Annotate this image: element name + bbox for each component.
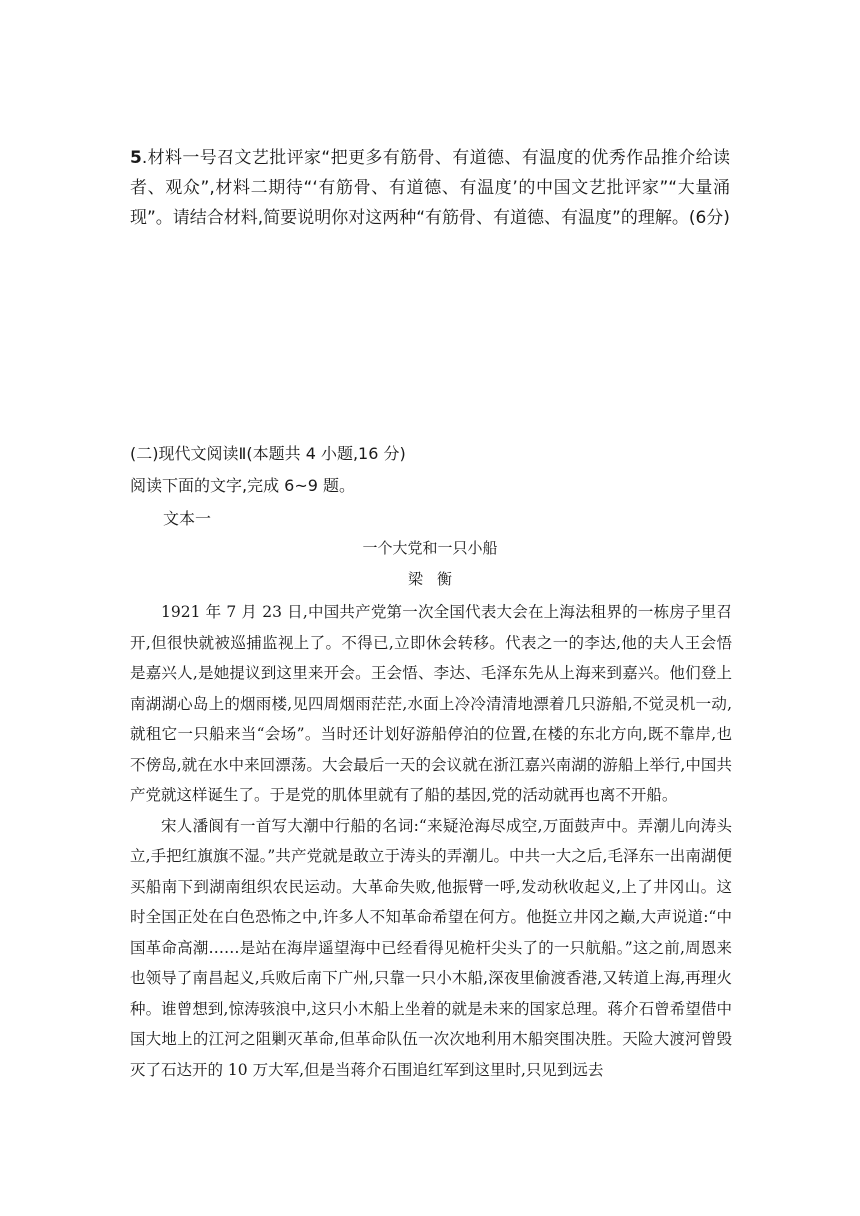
article-paragraph: 1921 年 7 月 23 日,中国共产党第一次全国代表大会在上海法租界的一栋房子里召开,但很快就被巡捕监视上了。不得已,立即休会转移。代表之一的李达,他的夫人王会悟是嘉兴人,是她提议到这里来开会。王会悟、李达、毛泽东先从上海来到嘉兴。他们登上南湖湖心岛上的烟雨楼,见四周烟雨茫茫,水面上冷冷清清地漂着几只游船,不觉灵机一动,就租它一只船来当“会场”。当时还计划好游船停泊的位置,在楼的东北方向,既不靠岸,也不傍岛,就在水中来回漂荡。大会最后一天的会议就在浙江嘉兴南湖的游船上举行,中国共产党就这样诞生了。于是党的肌体里就有了船的基因,党的活动就再也离不开船。 xyxy=(130,603,732,804)
text-label: 文本一 xyxy=(163,509,212,528)
question-5 xyxy=(130,143,730,233)
section-instruction: 阅读下面的文字,完成 6~9 题。 xyxy=(130,476,356,495)
question-number: 5 xyxy=(130,148,142,168)
article-author: 梁衡 xyxy=(407,570,466,588)
question-text: .材料一号召文艺批评家“把更多有筋骨、有道德、有温度的优秀作品推介给读者、观众”,材料二期待“‘有筋骨、有道德、有温度’的中国文艺批评家”“大量涌现”。请结合材料,简要说明你对这两种“有筋骨、有道德、有温度”的理解。(6分) xyxy=(130,148,730,228)
article-paragraph: 宋人潘阆有一首写大潮中行船的名词:“来疑沧海尽成空,万面鼓声中。弄潮儿向涛头立,手把红旗旗不湿。”共产党就是敢立于涛头的弄潮儿。中共一大之后,毛泽东一出南湖便买船南下到湖南组织农民运动。大革命失败,他振臂一呼,发动秋收起义,上了井冈山。这时全国正处在白色恐怖之中,许多人不知革命希望在何方。他挺立井冈之巅,大声说道:“中国革命高潮……是站在海岸遥望海中已经看得见桅杆尖头了的一只航船。”这之前,周恩来也领导了南昌起义,兵败后南下广州,只靠一只小木船,深夜里偷渡香港,又转道上海,再理火种。谁曾想到,惊涛骇浪中,这只小木船上坐着的就是未来的国家总理。蒋介石曾希望借中国大地上的江河之阻剿灭革命,但革命队伍一次次地利用木船突围决胜。天险大渡河曾毁灭了石达开的 10 万大军,但是当蒋介石围追红军到这里时,只见到远去 xyxy=(130,816,732,1079)
article-title: 一个大党和一只小船 xyxy=(362,539,498,557)
article-body xyxy=(130,597,732,1085)
section-title: (二)现代文阅读Ⅱ(本题共 4 小题,16 分) xyxy=(130,444,406,463)
